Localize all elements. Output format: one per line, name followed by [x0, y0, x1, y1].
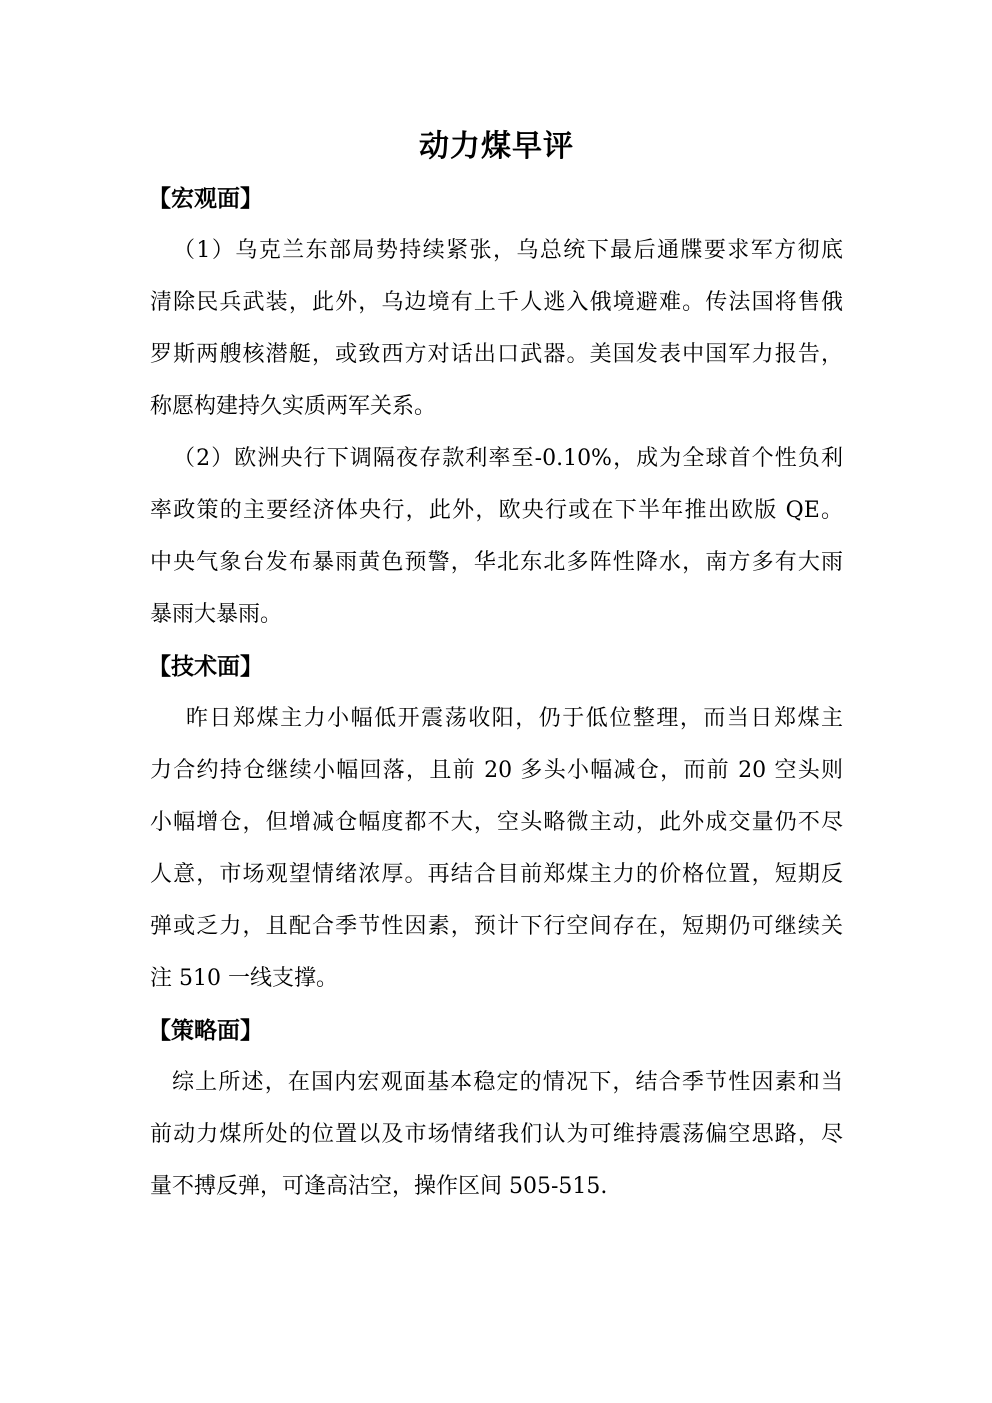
- paragraph-line: 量不搏反弹，可逢高沽空，操作区间 505-515.: [150, 1174, 608, 1199]
- paragraph-line: （1）乌克兰东部局势持续紧张，乌总统下最后通牒要求军方彻底: [173, 238, 843, 263]
- paragraph: [150, 693, 843, 1005]
- section-heading: 【宏观面】: [148, 186, 263, 212]
- paragraph: [150, 1057, 843, 1213]
- paragraph-line: 称愿构建持久实质两军关系。: [150, 394, 437, 419]
- section-heading: 【技术面】: [148, 654, 263, 680]
- paragraph-line: 昨日郑煤主力小幅低开震荡收阳，仍于低位整理，而当日郑煤主: [186, 706, 843, 731]
- paragraph-line: 率政策的主要经济体央行，此外，欧央行或在下半年推出欧版 QE。: [150, 498, 843, 523]
- paragraph: [150, 433, 843, 641]
- section-strategy: [150, 1005, 843, 1213]
- paragraph-line: 小幅增仓，但增减仓幅度都不大，空头略微主动，此外成交量仍不尽: [150, 810, 843, 835]
- paragraph-line: 弹或乏力，且配合季节性因素，预计下行空间存在，短期仍可继续关: [150, 914, 843, 939]
- paragraph-line: 罗斯两艘核潜艇，或致西方对话出口武器。美国发表中国军力报告，: [150, 342, 843, 367]
- paragraph-line: 综上所述，在国内宏观面基本稳定的情况下，结合季节性因素和当: [172, 1070, 843, 1095]
- section-technical: [150, 641, 843, 1005]
- section-heading: 【策略面】: [148, 1018, 263, 1044]
- section-macro: [150, 173, 843, 641]
- paragraph-line: 注 510 一线支撑。: [150, 966, 338, 991]
- document-body: [150, 121, 843, 1213]
- document-title: 动力煤早评: [419, 129, 574, 164]
- paragraph-line: 力合约持仓继续小幅回落，且前 20 多头小幅减仓，而前 20 空头则: [150, 758, 843, 783]
- paragraph-line: （2）欧洲央行下调隔夜存款利率至-0.10%，成为全球首个性负利: [173, 446, 843, 471]
- paragraph-line: 中央气象台发布暴雨黄色预警，华北东北多阵性降水，南方多有大雨: [150, 550, 843, 575]
- paragraph-line: 清除民兵武装，此外，乌边境有上千人逃入俄境避难。传法国将售俄: [150, 290, 843, 315]
- paragraph-line: 人意，市场观望情绪浓厚。再结合目前郑煤主力的价格位置，短期反: [150, 862, 843, 887]
- paragraph-line: 前动力煤所处的位置以及市场情绪我们认为可维持震荡偏空思路，尽: [150, 1122, 843, 1147]
- paragraph: [150, 225, 843, 433]
- paragraph-line: 暴雨大暴雨。: [150, 602, 283, 627]
